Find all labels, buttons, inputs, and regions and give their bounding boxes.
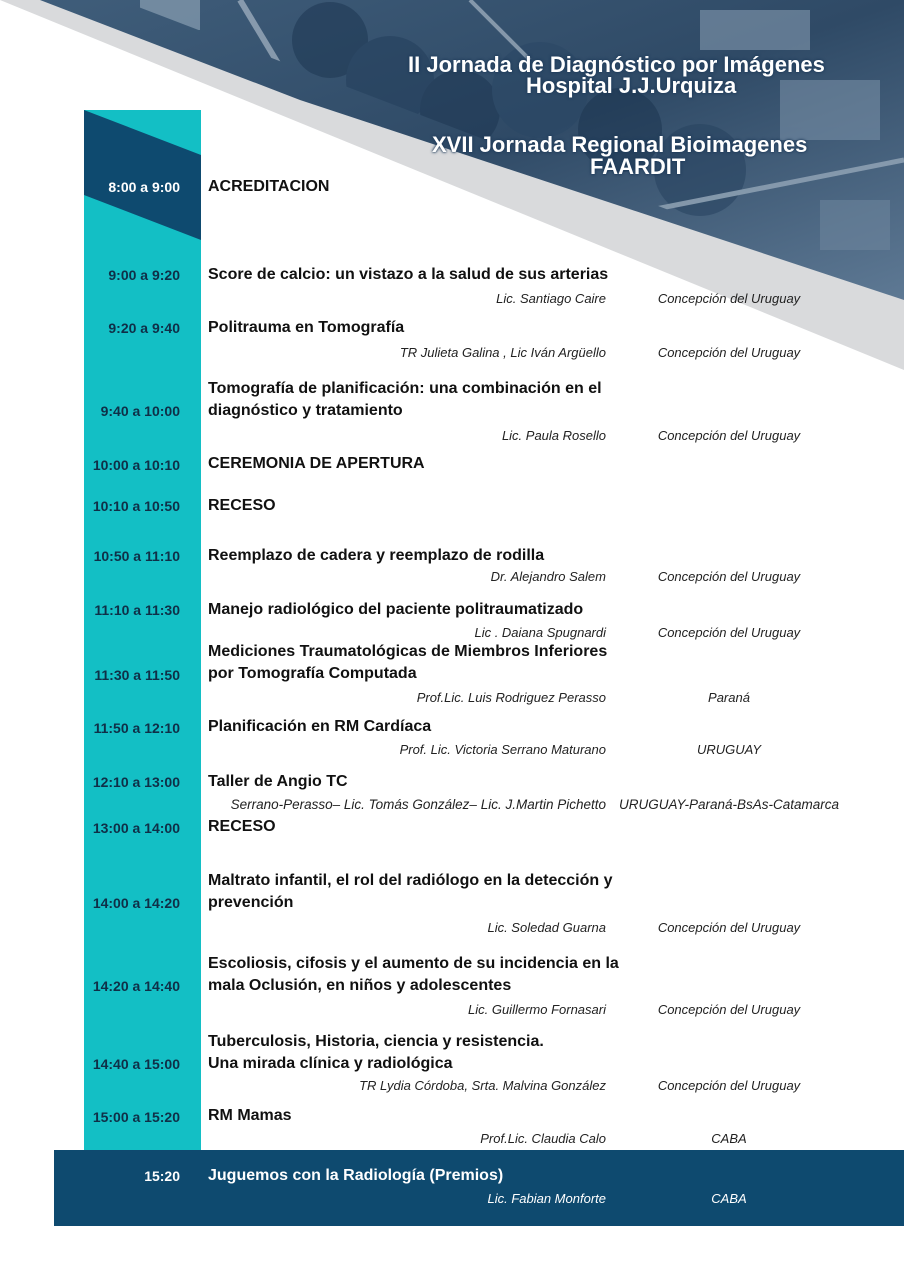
session-time: 11:50 a 12:10 (93, 720, 180, 736)
session-place: Concepción del Uruguay (657, 625, 801, 640)
session-speaker: Dr. Alejandro Salem (490, 569, 606, 584)
session-place: URUGUAY (696, 742, 762, 757)
session-title: Juguemos con la Radiología (Premios) (208, 1167, 504, 1184)
session-place: Concepción del Uruguay (657, 920, 801, 935)
session-title: Escoliosis, cifosis y el aumento de su incidencia en la (208, 955, 619, 972)
session-speaker: Lic. Guillermo Fornasari (468, 1002, 606, 1017)
session-place: CABA (711, 1131, 747, 1146)
session-place: Concepción del Uruguay (657, 569, 801, 584)
session-place: URUGUAY-Paraná-BsAs-Catamarca (618, 797, 840, 812)
session-title: Politrauma en Tomografía (208, 319, 405, 336)
session-title: CEREMONIA DE APERTURA (208, 455, 425, 472)
session-place: Paraná (708, 690, 750, 705)
session-time: 13:00 a 14:00 (92, 820, 180, 836)
session-time: 15:00 a 15:20 (92, 1109, 180, 1125)
session-title: Reemplazo de cadera y reemplazo de rodilla (208, 547, 545, 564)
session-speaker: TR Lydia Córdoba, Srta. Malvina González (359, 1078, 606, 1093)
session-speaker: TR Julieta Galina , Lic Iván Argüello (399, 345, 606, 360)
session-title: ACREDITACION (208, 178, 330, 195)
session-speaker: Lic. Santiago Caire (496, 291, 606, 306)
session-place: CABA (711, 1191, 747, 1206)
session-speaker: Serrano-Perasso– Lic. Tomás González– Lic. J.Martin Pichetto (230, 797, 606, 812)
session-speaker: Lic. Fabian Monforte (487, 1191, 606, 1206)
session-time: 9:20 a 9:40 (108, 320, 180, 336)
session-time: 10:10 a 10:50 (92, 498, 180, 514)
session-title: Maltrato infantil, el rol del radiólogo en la detección y (208, 872, 613, 889)
session-speaker: Lic. Paula Rosello (501, 428, 606, 443)
session-place: Concepción del Uruguay (657, 291, 801, 306)
session-time: 14:20 a 14:40 (92, 978, 180, 994)
session-time: 10:50 a 11:10 (93, 548, 180, 564)
session-time: 9:00 a 9:20 (108, 267, 180, 283)
session-title: Planificación en RM Cardíaca (208, 718, 432, 735)
session-title: RECESO (208, 497, 276, 514)
session-speaker: Lic . Daiana Spugnardi (474, 625, 606, 640)
session-speaker: Prof. Lic. Victoria Serrano Maturano (399, 742, 606, 757)
session-speaker: Prof.Lic. Luis Rodriguez Perasso (416, 690, 606, 705)
session-time: 11:30 a 11:50 (94, 667, 180, 683)
session-time: 15:20 (144, 1168, 180, 1184)
header-title-line2: Hospital J.J.Urquiza (526, 73, 737, 98)
session-title: Mediciones Traumatológicas de Miembros Inferiores (208, 643, 608, 660)
session-time: 12:10 a 13:00 (92, 774, 180, 790)
header-title-line3: XVII Jornada Regional Bioimagenes (432, 132, 808, 157)
session-title: Tomografía de planificación: una combinación en el (208, 380, 602, 397)
session-time: 11:10 a 11:30 (94, 602, 180, 618)
session-title: Taller de Angio TC (208, 773, 348, 790)
session-title: RM Mamas (208, 1107, 292, 1124)
session-place: Concepción del Uruguay (657, 1078, 801, 1093)
header-title-line4: FAARDIT (590, 154, 686, 179)
session-place: Concepción del Uruguay (657, 428, 801, 443)
session-title: Score de calcio: un vistazo a la salud de sus arterias (208, 266, 609, 283)
time-column-bar (84, 110, 201, 1150)
session-title: Tuberculosis, Historia, ciencia y resistencia. (208, 1033, 544, 1050)
session-time: 8:00 a 9:00 (108, 179, 180, 195)
session-speaker: Prof.Lic. Claudia Calo (480, 1131, 606, 1146)
time-column-accent (84, 110, 201, 240)
session-title-line2: por Tomografía Computada (208, 665, 417, 682)
session-time: 9:40 a 10:00 (100, 403, 180, 419)
header-title-line1: II Jornada de Diagnóstico por Imágenes (408, 52, 825, 77)
session-time: 10:00 a 10:10 (92, 457, 180, 473)
session-time: 14:00 a 14:20 (92, 895, 180, 911)
session-place: Concepción del Uruguay (657, 1002, 801, 1017)
session-speaker: Lic. Soledad Guarna (487, 920, 606, 935)
session-title-line2: mala Oclusión, en niños y adolescentes (208, 977, 512, 994)
session-title-line2: prevención (208, 894, 294, 911)
session-title: Manejo radiológico del paciente politraumatizado (208, 601, 584, 618)
final-session-band (54, 1150, 904, 1226)
session-place: Concepción del Uruguay (657, 345, 801, 360)
session-title: RECESO (208, 818, 276, 835)
session-title-line2: diagnóstico y tratamiento (208, 402, 403, 419)
session-title-line2: Una mirada clínica y radiológica (208, 1055, 453, 1072)
session-time: 14:40 a 15:00 (92, 1056, 180, 1072)
